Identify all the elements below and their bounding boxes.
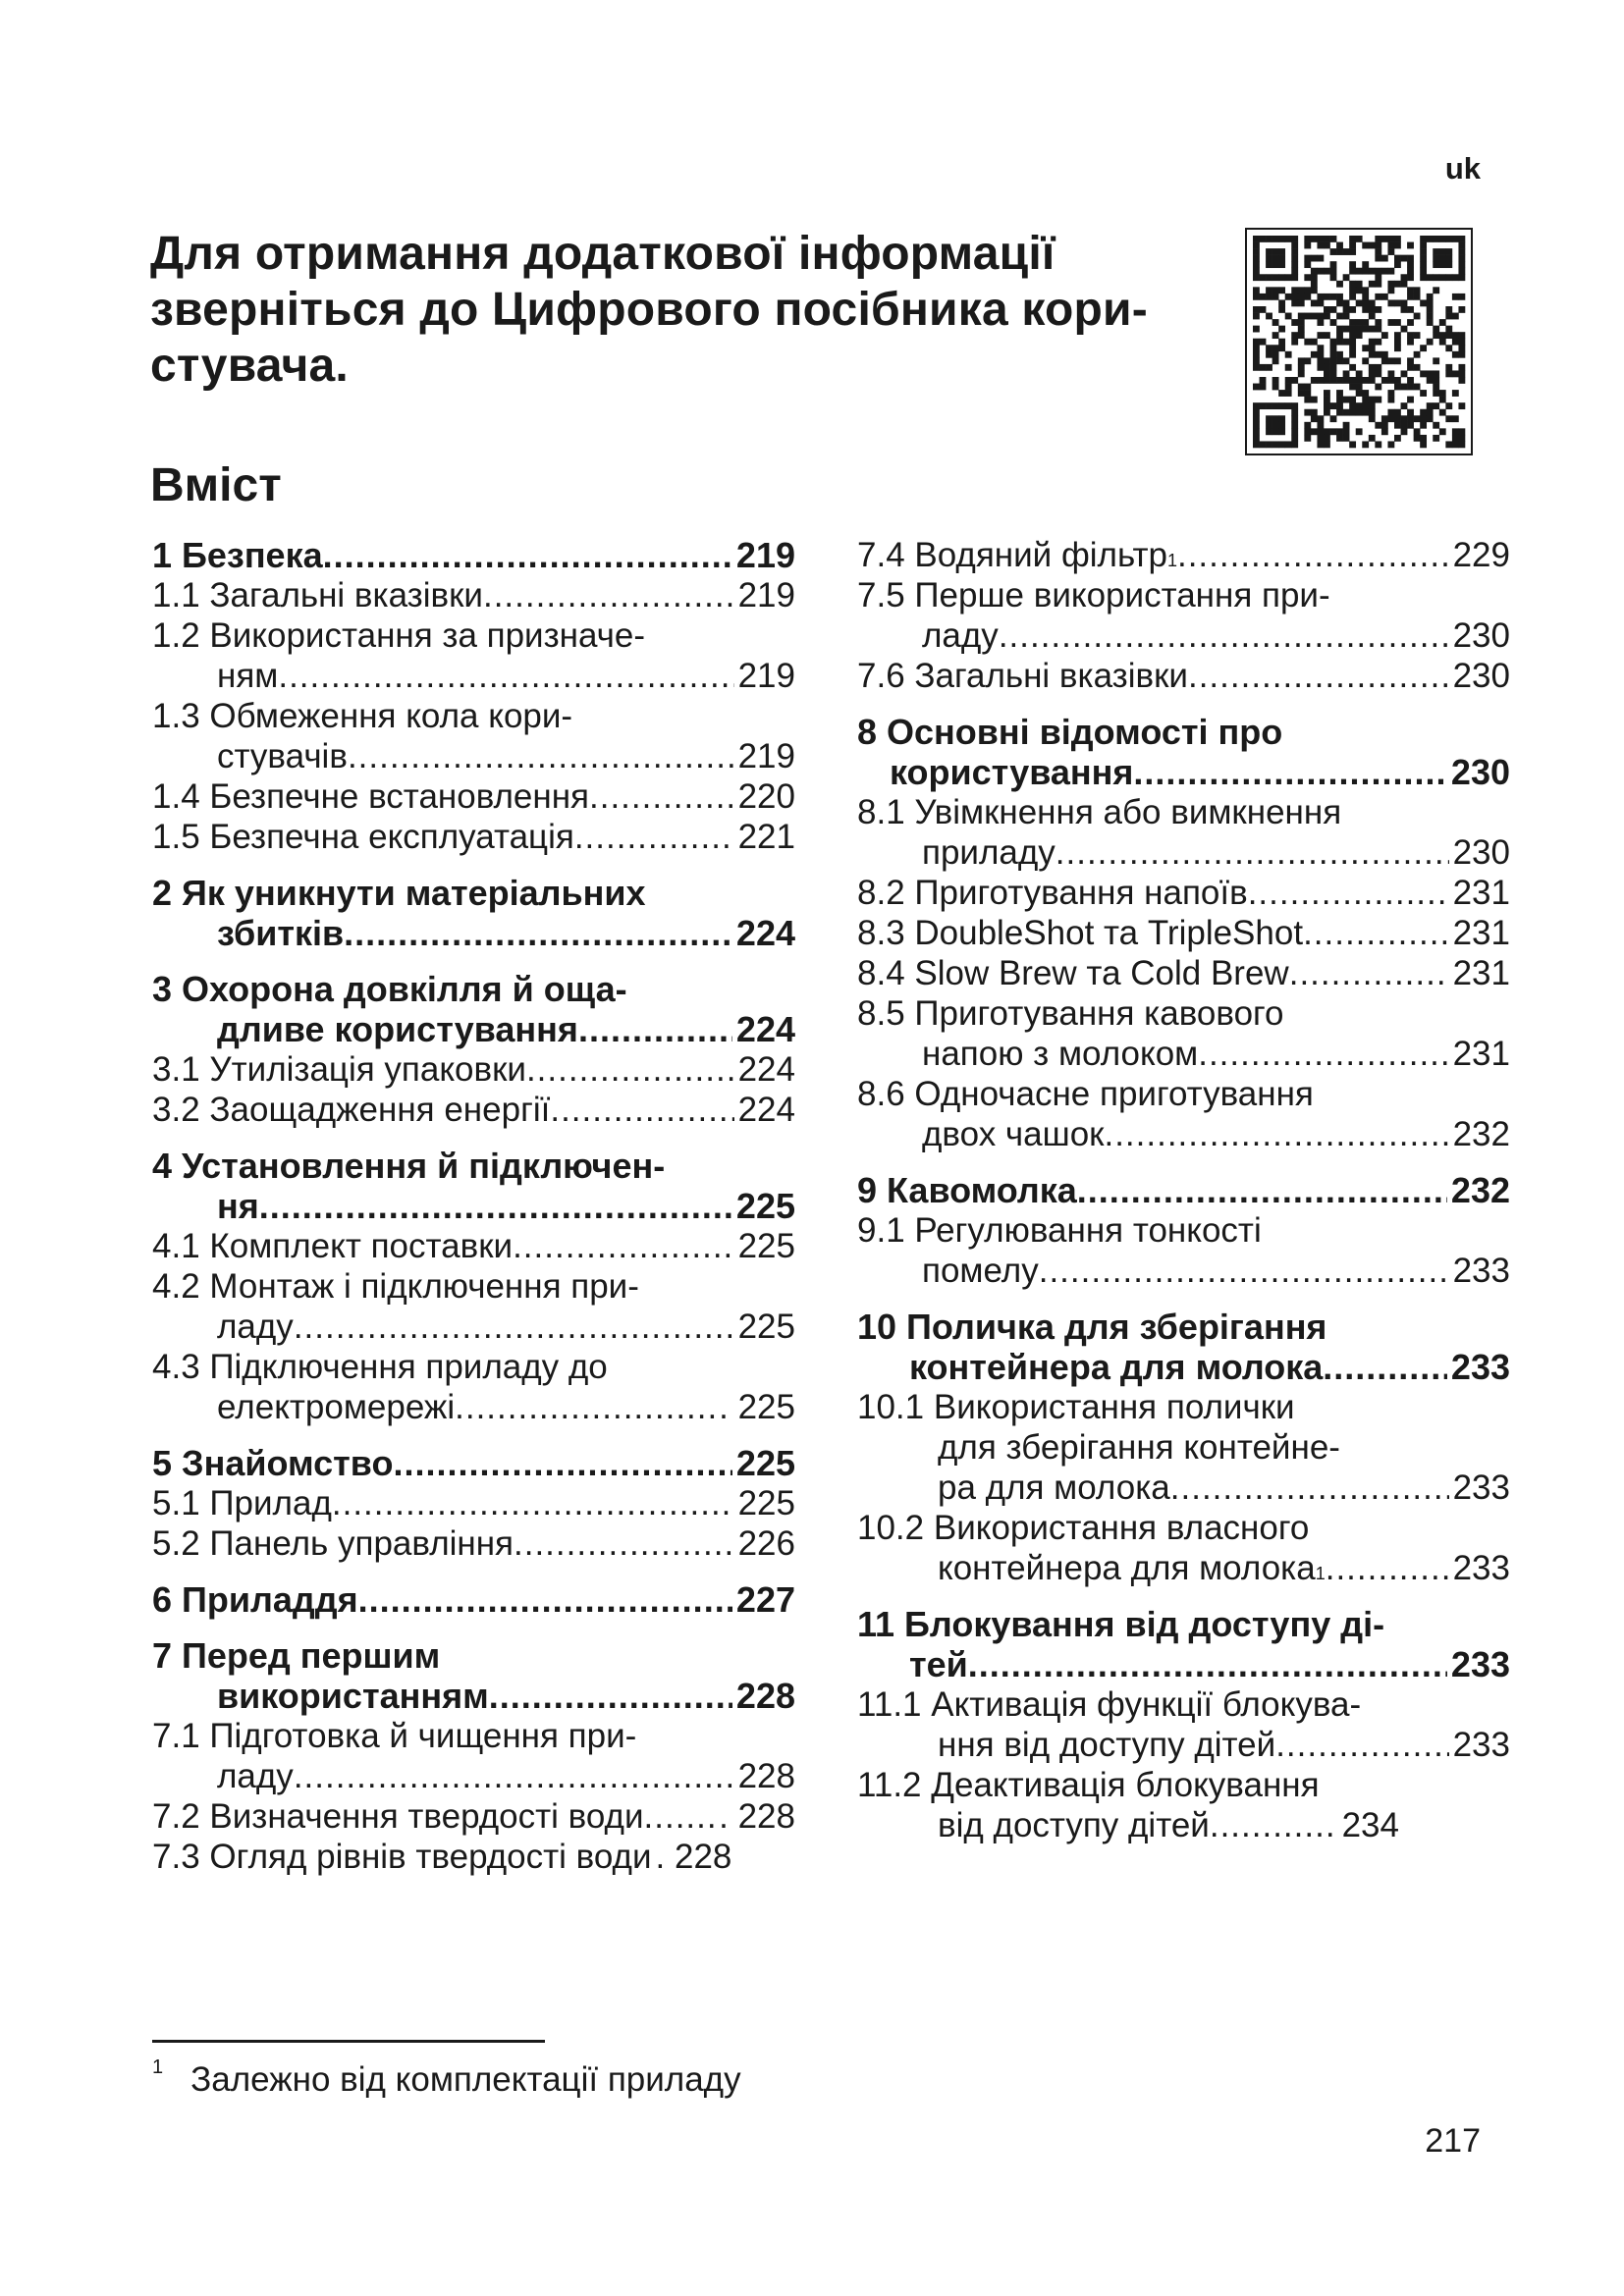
toc-section-8-5[interactable]: 8.5 Приготування кавового bbox=[857, 994, 1284, 1033]
toc-section-1-2[interactable]: 1.2 Використання за призначе- bbox=[152, 616, 646, 655]
toc-section-10-2[interactable]: 10.2 Використання власного bbox=[857, 1509, 1310, 1547]
toc-section-7-5[interactable]: 7.5 Перше використання при- bbox=[857, 576, 1330, 614]
toc-chapter-5[interactable]: 5 Знайомство ..... 225 bbox=[152, 1443, 795, 1483]
toc-section-8-6-cont[interactable]: двох чашок ..... 232 bbox=[857, 1114, 1510, 1154]
language-tag: uk bbox=[1444, 151, 1481, 186]
toc-section-1-3[interactable]: 1.3 Обмеження кола кори- bbox=[152, 697, 573, 735]
toc-chapter-8[interactable]: 8 Основні відомості про bbox=[857, 712, 1283, 752]
toc-chapter-6[interactable]: 6 Приладдя ..... 227 bbox=[152, 1579, 795, 1620]
toc-section-1-4[interactable]: 1.4 Безпечне встановлення ..... 220 bbox=[152, 776, 795, 817]
toc-section-1-3-cont[interactable]: стувачів ..... 219 bbox=[152, 736, 795, 776]
footnote-text: Залежно від комплектації приладу bbox=[190, 2060, 741, 2099]
toc-section-7-1-cont[interactable]: ладу ..... 228 bbox=[152, 1756, 795, 1796]
toc-right-column bbox=[857, 535, 1510, 1845]
toc-left-column bbox=[152, 535, 795, 1877]
toc-section-3-1[interactable]: 3.1 Утилізація упаковки ..... 224 bbox=[152, 1049, 795, 1090]
toc-section-7-5-cont[interactable]: ладу ..... 230 bbox=[857, 615, 1510, 656]
toc-section-4-1[interactable]: 4.1 Комплект поставки ..... 225 bbox=[152, 1226, 795, 1266]
qr-code-icon bbox=[1245, 228, 1473, 455]
toc-chapter-7[interactable]: 7 Перед першим bbox=[152, 1635, 441, 1676]
footnote-divider bbox=[152, 2040, 545, 2043]
toc-section-10-1[interactable]: 10.1 Використання полички bbox=[857, 1388, 1295, 1426]
toc-chapter-1[interactable]: 1 Безпека ..... 219 bbox=[152, 535, 795, 575]
toc-section-8-3[interactable]: 8.3 DoubleShot та TripleShot ..... 231 bbox=[857, 913, 1510, 953]
toc-section-10-1-cont[interactable]: ра для молока ..... 233 bbox=[857, 1468, 1510, 1508]
toc-chapter-4[interactable]: 4 Установлення й підключен- bbox=[152, 1146, 666, 1186]
toc-section-10-1-line2[interactable]: для зберігання контейне- bbox=[938, 1428, 1340, 1467]
toc-chapter-3[interactable]: 3 Охорона довкілля й оща- bbox=[152, 969, 627, 1009]
heading-line: стувача. bbox=[150, 340, 349, 392]
toc-section-8-1-cont[interactable]: приладу ..... 230 bbox=[857, 832, 1510, 873]
toc-section-3-2[interactable]: 3.2 Заощадження енергії ..... 224 bbox=[152, 1090, 795, 1130]
toc-section-11-1[interactable]: 11.1 Активація функції блокува- bbox=[857, 1685, 1362, 1724]
toc-chapter-8-cont[interactable]: користування ..... 230 bbox=[857, 752, 1510, 792]
toc-section-1-1[interactable]: 1.1 Загальні вказівки ..... 219 bbox=[152, 575, 795, 615]
toc-section-1-5[interactable]: 1.5 Безпечна експлуатація ..... 221 bbox=[152, 817, 795, 857]
toc-chapter-11[interactable]: 11 Блокування від доступу ді- bbox=[857, 1604, 1385, 1644]
toc-section-4-3[interactable]: 4.3 Підключення приладу до bbox=[152, 1348, 608, 1386]
toc-section-4-3-cont[interactable]: електромережі ..... . 225 bbox=[152, 1387, 795, 1427]
footnote bbox=[152, 2056, 741, 2100]
page-heading bbox=[150, 226, 1211, 394]
toc-chapter-11-cont[interactable]: тей ..... 233 bbox=[857, 1644, 1510, 1684]
toc-section-7-3[interactable]: 7.3 Огляд рівнів твердості води . 228 bbox=[152, 1838, 732, 1876]
toc-section-7-2[interactable]: 7.2 Визначення твердості води ..... . 228 bbox=[152, 1796, 795, 1837]
toc-section-9-1[interactable]: 9.1 Регулювання тонкості bbox=[857, 1211, 1262, 1250]
toc-section-8-1[interactable]: 8.1 Увімкнення або вимкнення bbox=[857, 793, 1342, 831]
toc-section-11-2[interactable]: 11.2 Деактивація блокування bbox=[857, 1766, 1320, 1804]
toc-section-9-1-cont[interactable]: помелу ..... 233 bbox=[857, 1251, 1510, 1291]
toc-section-4-2-cont[interactable]: ладу ..... 225 bbox=[152, 1307, 795, 1347]
heading-line: зверніться до Цифрового посібника кори- bbox=[150, 284, 1148, 336]
toc-chapter-3-cont[interactable]: дливе користування ..... 224 bbox=[152, 1009, 795, 1049]
toc-section-11-1-cont[interactable]: ння від доступу дітей ..... 233 bbox=[857, 1725, 1510, 1765]
toc-section-7-4[interactable]: 7.4 Водяний фільтр 1 ..... 229 bbox=[857, 535, 1510, 575]
toc-title: Вміст bbox=[150, 459, 282, 511]
toc-chapter-10[interactable]: 10 Поличка для зберігання bbox=[857, 1307, 1327, 1347]
toc-section-8-5-cont[interactable]: напою з молоком ..... 231 bbox=[857, 1034, 1510, 1074]
toc-section-8-4[interactable]: 8.4 Slow Brew та Cold Brew ..... 231 bbox=[857, 953, 1510, 993]
page-number: 217 bbox=[1425, 2122, 1481, 2160]
toc-chapter-10-cont[interactable]: контейнера для молока ..... 233 bbox=[857, 1347, 1510, 1387]
toc-section-5-1[interactable]: 5.1 Прилад ..... 225 bbox=[152, 1483, 795, 1523]
toc-chapter-2-cont[interactable]: збитків ..... 224 bbox=[152, 913, 795, 953]
toc-chapter-7-cont[interactable]: використанням ..... 228 bbox=[152, 1676, 795, 1716]
toc-chapter-4-cont[interactable]: ня ..... 225 bbox=[152, 1186, 795, 1226]
toc-section-7-6[interactable]: 7.6 Загальні вказівки ..... 230 bbox=[857, 656, 1510, 696]
toc-chapter-9[interactable]: 9 Кавомолка ..... 232 bbox=[857, 1170, 1510, 1210]
toc-section-4-2[interactable]: 4.2 Монтаж і підключення при- bbox=[152, 1267, 639, 1306]
toc-section-10-2-cont[interactable]: контейнера для молока 1 ..... 233 bbox=[857, 1548, 1510, 1588]
heading-line: Для отримання додаткової інформації bbox=[150, 228, 1056, 280]
toc-section-8-2[interactable]: 8.2 Приготування напоїв ..... 231 bbox=[857, 873, 1510, 913]
footnote-mark: 1 bbox=[152, 2056, 164, 2078]
toc-section-7-1[interactable]: 7.1 Підготовка й чищення при- bbox=[152, 1717, 637, 1755]
toc-section-11-2-cont[interactable]: від доступу дітей ..... 234 bbox=[857, 1805, 1399, 1845]
toc-section-5-2[interactable]: 5.2 Панель управління ..... 226 bbox=[152, 1523, 795, 1564]
toc-section-1-2-cont[interactable]: ням ..... 219 bbox=[152, 656, 795, 696]
toc-section-8-6[interactable]: 8.6 Одночасне приготування bbox=[857, 1075, 1314, 1113]
toc-chapter-2[interactable]: 2 Як уникнути матеріальних bbox=[152, 873, 646, 913]
